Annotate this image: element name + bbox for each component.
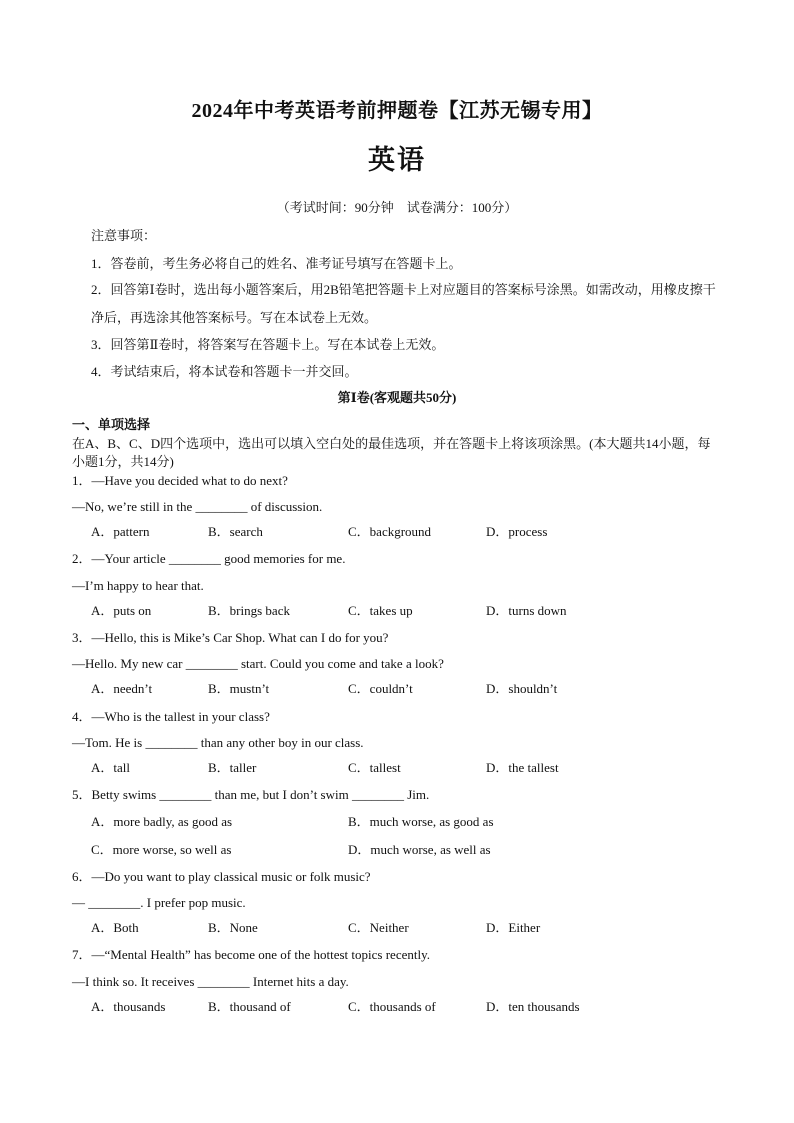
question-7-reply: —I think so. It receives ________ Internet hits a day. xyxy=(72,974,349,989)
question-1-option-b[interactable]: B．search xyxy=(208,524,263,539)
question-2-reply: —I’m happy to hear that. xyxy=(72,578,204,593)
question-7-option-d[interactable]: D．ten thousands xyxy=(486,999,580,1014)
question-5-option-c[interactable]: C．more worse, so well as xyxy=(91,842,232,857)
question-4-option-d[interactable]: D．the tallest xyxy=(486,760,559,775)
question-5-option-a[interactable]: A．more badly, as good as xyxy=(91,814,233,829)
question-4-option-a[interactable]: A．tall xyxy=(91,760,130,775)
subject-title: 英语 xyxy=(368,145,426,175)
question-4-option-b[interactable]: B．taller xyxy=(208,760,257,775)
exam-info: （考试时间：90分钟 试卷满分：100分） xyxy=(276,200,518,215)
question-7-option-c[interactable]: C．thousands of xyxy=(348,999,436,1014)
question-2-option-c[interactable]: C．takes up xyxy=(348,603,413,618)
question-3-stem: 3．—Hello, this is Mike’s Car Shop. What can I do for you? xyxy=(72,630,389,645)
question-2-option-b[interactable]: B．brings back xyxy=(208,603,290,618)
question-6-option-c[interactable]: C．Neither xyxy=(348,920,409,935)
question-1-stem: 1．—Have you decided what to do next? xyxy=(72,473,288,488)
question-1-option-c[interactable]: C．background xyxy=(348,524,432,539)
note-item-2 xyxy=(72,276,722,332)
question-7-option-b[interactable]: B．thousand of xyxy=(208,999,291,1014)
exam-title: 2024年中考英语考前押题卷【江苏无锡专用】 xyxy=(191,100,603,122)
question-1-option-a[interactable]: A．pattern xyxy=(91,524,150,539)
question-4-stem: 4．—Who is the tallest in your class? xyxy=(72,709,270,724)
note-item-4: 4．考试结束后，将本试卷和答题卡一并交回。 xyxy=(91,364,358,379)
question-6-option-a[interactable]: A．Both xyxy=(91,920,139,935)
note-item-2-text: 2．回答第Ⅰ卷时，选出每小题答案后，用2B铅笔把答题卡上对应题目的答案标号涂黑。如需改动，用橡皮擦干净后，再选涂其他答案标号。写在本试卷上无效。 xyxy=(91,282,716,325)
question-3-option-d[interactable]: D．shouldn’t xyxy=(486,681,558,696)
question-4-option-c[interactable]: C．tallest xyxy=(348,760,401,775)
question-5-stem: 5．Betty swims ________ than me, but I don’t swim ________ Jim. xyxy=(72,787,430,802)
question-6-option-b[interactable]: B．None xyxy=(208,920,258,935)
question-7-option-a[interactable]: A．thousands xyxy=(91,999,166,1014)
question-2-option-a[interactable]: A．puts on xyxy=(91,603,152,618)
question-1-reply: —No, we’re still in the ________ of discussion. xyxy=(72,499,323,514)
part-instructions: 在A、B、C、D四个选项中，选出可以填入空白处的最佳选项，并在答题卡上将该项涂黑。(本大题共14小题，每小题1分，共14分) xyxy=(72,436,711,469)
question-3-option-a[interactable]: A．needn’t xyxy=(91,681,153,696)
question-3-reply: —Hello. My new car ________ start. Could you come and take a look? xyxy=(72,656,444,671)
question-3-option-c[interactable]: C．couldn’t xyxy=(348,681,413,696)
question-5-option-d[interactable]: D．much worse, as well as xyxy=(348,842,491,857)
question-4-reply: —Tom. He is ________ than any other boy in our class. xyxy=(72,735,364,750)
question-5-option-b[interactable]: B．much worse, as good as xyxy=(348,814,494,829)
question-7-stem: 7．—“Mental Health” has become one of the hottest topics recently. xyxy=(72,947,430,962)
question-1-option-d[interactable]: D．process xyxy=(486,524,548,539)
question-6-stem: 6．—Do you want to play classical music or folk music? xyxy=(72,869,371,884)
section-title: 第Ⅰ卷(客观题共50分) xyxy=(337,390,457,405)
note-item-1: 1．答卷前，考生务必将自己的姓名、准考证号填写在答题卡上。 xyxy=(91,256,462,271)
question-6-reply: — ________. I prefer pop music. xyxy=(72,895,246,910)
question-2-stem: 2．—Your article ________ good memories for me. xyxy=(72,551,346,566)
question-3-option-b[interactable]: B．mustn’t xyxy=(208,681,270,696)
note-item-3: 3．回答第Ⅱ卷时，将答案写在答题卡上。写在本试卷上无效。 xyxy=(91,337,445,352)
part-title: 一、单项选择 xyxy=(72,417,151,432)
notes-title: 注意事项： xyxy=(91,228,157,243)
question-6-option-d[interactable]: D．Either xyxy=(486,920,541,935)
question-2-option-d[interactable]: D．turns down xyxy=(486,603,567,618)
